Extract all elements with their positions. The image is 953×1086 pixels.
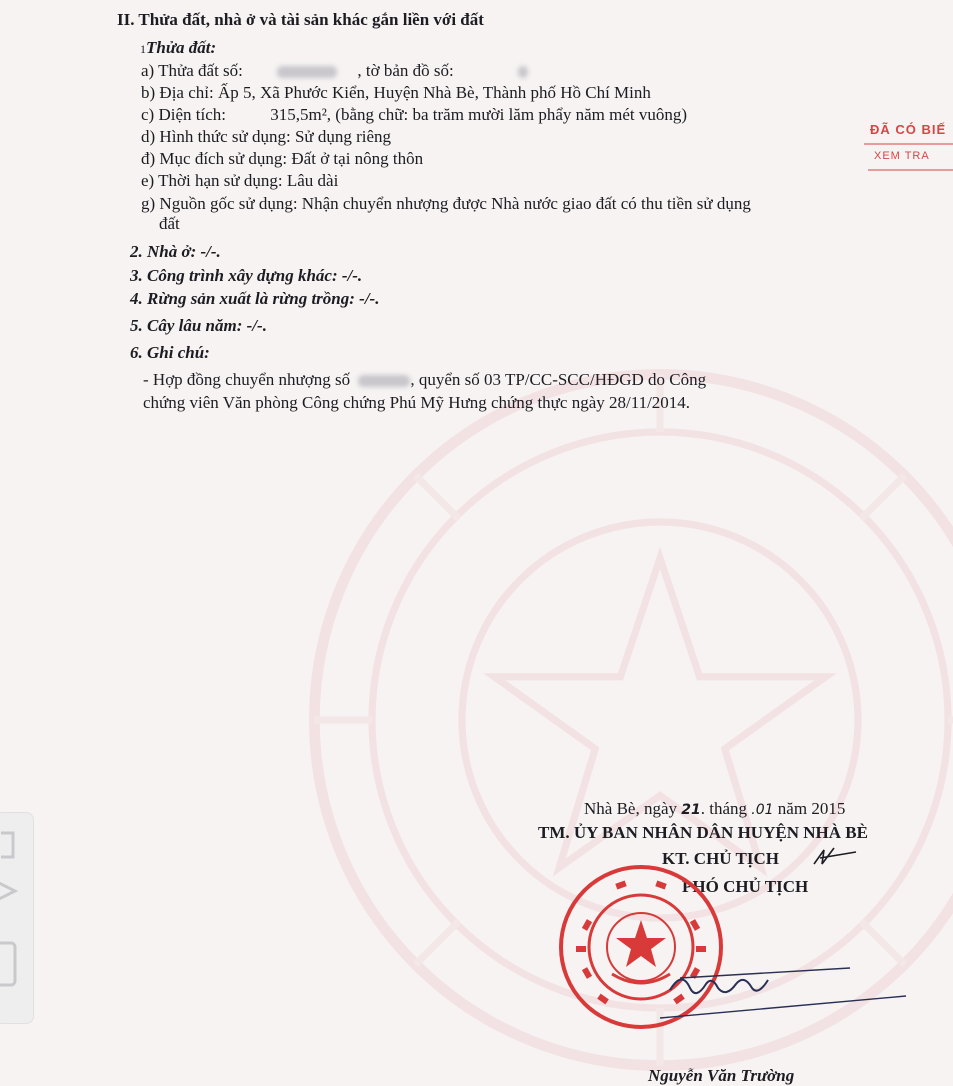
month-label: . tháng xyxy=(700,799,748,818)
use-term-line: e) Thời hạn sử dụng: Lâu dài xyxy=(141,171,339,190)
forest-item: 4. Rừng sản xuất là rừng trồng: -/-. xyxy=(130,289,380,308)
house-item: 2. Nhà ở: -/-. xyxy=(130,242,221,261)
inspection-stamp-line2: XEM TRA xyxy=(874,150,930,162)
use-purpose-line: đ) Mục đích sử dụng: Đất ở tại nông thôn xyxy=(141,149,424,168)
notes-suffix: , quyển số 03 TP/CC-SCC/HĐGD do Công xyxy=(410,370,707,389)
area-row xyxy=(141,105,687,125)
origin-line: g) Nguồn gốc sử dụng: Nhận chuyển nhượng được Nhà nước giao đất có thu tiền sử dụng xyxy=(141,194,751,213)
land-heading-text: Thửa đất: xyxy=(146,38,217,57)
notes-line-1 xyxy=(143,370,706,390)
year: năm 2015 xyxy=(777,799,846,818)
kt-chairman: KT. CHỦ TỊCH xyxy=(662,849,779,868)
date-place: Nhà Bè, ngày xyxy=(584,799,678,818)
inspection-stamp-line1: ĐÃ CÓ BIẾ xyxy=(870,122,947,137)
initials-mark xyxy=(810,842,860,872)
page-indicator-icon xyxy=(0,813,33,1023)
redacted-contract-number xyxy=(358,375,410,387)
map-sheet-label: , tờ bản đồ số: xyxy=(357,61,454,80)
land-heading-number: 1 xyxy=(140,42,146,56)
notes-line-2: chứng viên Văn phòng Công chứng Phú Mỹ Hưng chứng thực ngày 28/11/2014. xyxy=(143,393,691,412)
notes-prefix: - Hợp đồng chuyển nhượng số xyxy=(143,370,351,389)
date-month: .01 xyxy=(751,802,774,818)
area-value: 315,5m², (bằng chữ: ba trăm mười lăm phẩy năm mét vuông) xyxy=(270,105,688,124)
use-form-line: d) Hình thức sử dụng: Sử dụng riêng xyxy=(141,127,392,146)
area-label: c) Diện tích: xyxy=(141,105,226,124)
date-day: 21 xyxy=(681,802,701,818)
parcel-number-row xyxy=(141,61,528,81)
redacted-parcel-number xyxy=(277,66,337,78)
perennial-item: 5. Cây lâu năm: -/-. xyxy=(130,316,267,335)
vice-chairman-title: PHÓ CHỦ TỊCH xyxy=(682,877,809,896)
redacted-map-number xyxy=(518,66,528,78)
address-line: b) Địa chỉ: Ấp 5, Xã Phước Kiển, Huyện Nhà Bè, Thành phố Hồ Chí Minh xyxy=(141,83,651,102)
parcel-number-label: a) Thửa đất số: xyxy=(141,61,243,80)
construction-item: 3. Công trình xây dựng khác: -/-. xyxy=(130,266,363,285)
section-title: II. Thửa đất, nhà ở và tài sản khác gắn liền với đất xyxy=(117,10,484,29)
date-line xyxy=(584,799,845,820)
land-heading xyxy=(140,38,216,59)
notes-heading: 6. Ghi chú: xyxy=(130,343,210,362)
inspection-stamp-frame xyxy=(860,118,953,178)
inspection-stamp xyxy=(860,118,953,178)
issuing-organization: TM. ỦY BAN NHÂN DÂN HUYỆN NHÀ BÈ xyxy=(538,823,868,842)
signer-name: Nguyễn Văn Trường xyxy=(648,1066,795,1085)
origin-line-continued: đất xyxy=(159,214,180,233)
signature xyxy=(640,940,910,1030)
side-scroll-overlay[interactable] xyxy=(0,812,34,1024)
